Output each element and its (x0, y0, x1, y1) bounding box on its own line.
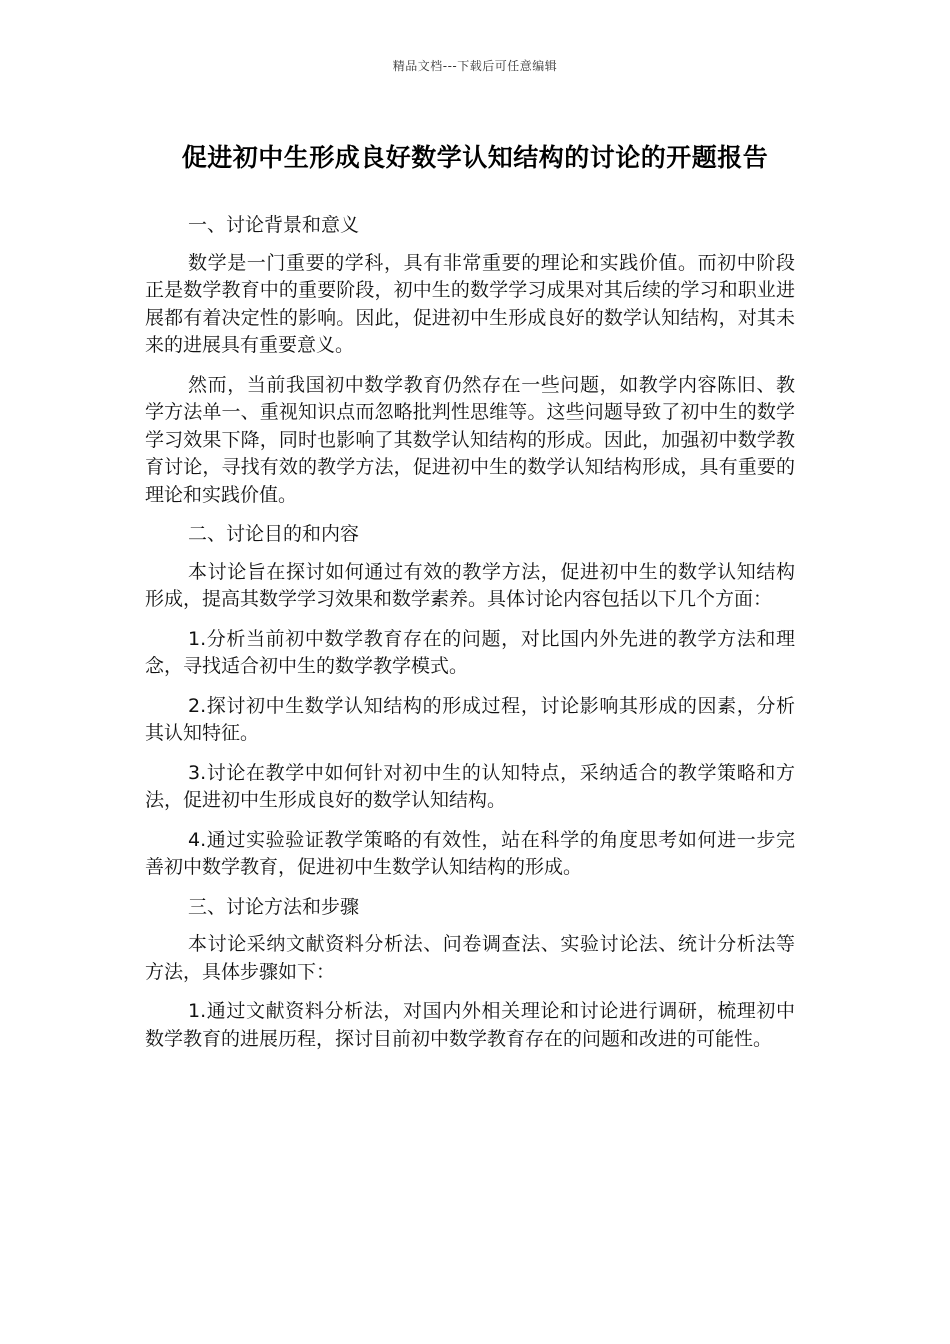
paragraph-purpose-item-3: 3.讨论在教学中如何针对初中生的认知特点，采纳适合的教学策略和方法，促进初中生形成良好的数学认知结构。 (145, 761, 795, 811)
section-heading-methods: 三、讨论方法和步骤 (188, 895, 360, 918)
paragraph-purpose-intro: 本讨论旨在探讨如何通过有效的教学方法，促进初中生的数学认知结构形成，提高其数学学习效果和数学素养。具体讨论内容包括以下几个方面： (145, 560, 795, 610)
section-heading-purpose: 二、讨论目的和内容 (188, 523, 360, 545)
paragraph-purpose-item-2: 2.探讨初中生数学认知结构的形成过程，讨论影响其形成的因素，分析其认知特征。 (145, 694, 795, 744)
paragraph-background-2: 然而，当前我国初中数学教育仍然存在一些问题，如教学内容陈旧、教学方法单一、重视知识点而忽略批判性思维等。这些问题导致了初中生的数学学习效果下降，同时也影响了其数学认知结构的形成。因此，加强初中数学教育讨论，寻找有效的教学方法，促进初中生的数学认知结构形成，具有重要的理论和实践价值。 (145, 373, 795, 506)
paragraph-methods-intro: 本讨论采纳文献资料分析法、问卷调查法、实验讨论法、统计分析法等方法，具体步骤如下： (145, 933, 795, 983)
paragraph-purpose-item-1: 1.分析当前初中数学教育存在的问题，对比国内外先进的教学方法和理念，寻找适合初中生的数学教学模式。 (145, 627, 795, 677)
paragraph-purpose-item-4: 4.通过实验验证教学策略的有效性，站在科学的角度思考如何进一步完善初中数学教育，促进初中生数学认知结构的形成。 (145, 828, 795, 878)
document-body (145, 212, 795, 1065)
header-note: 精品文档---下载后可任意编辑 (392, 59, 558, 73)
paragraph-methods-item-1: 1.通过文献资料分析法，对国内外相关理论和讨论进行调研，梳理初中数学教育的进展历程，探讨目前初中数学教育存在的问题和改进的可能性。 (145, 1000, 795, 1050)
document-title: 促进初中生形成良好数学认知结构的讨论的开题报告 (181, 143, 769, 172)
section-heading-background: 一、讨论背景和意义 (188, 214, 360, 236)
paragraph-background-1: 数学是一门重要的学科，具有非常重要的理论和实践价值。而初中阶段正是数学教育中的重要阶段，初中生的数学学习成果对其后续的学习和职业进展都有着决定性的影响。因此，促进初中生形成良好的数学认知结构，对其未来的进展具有重要意义。 (145, 251, 795, 356)
